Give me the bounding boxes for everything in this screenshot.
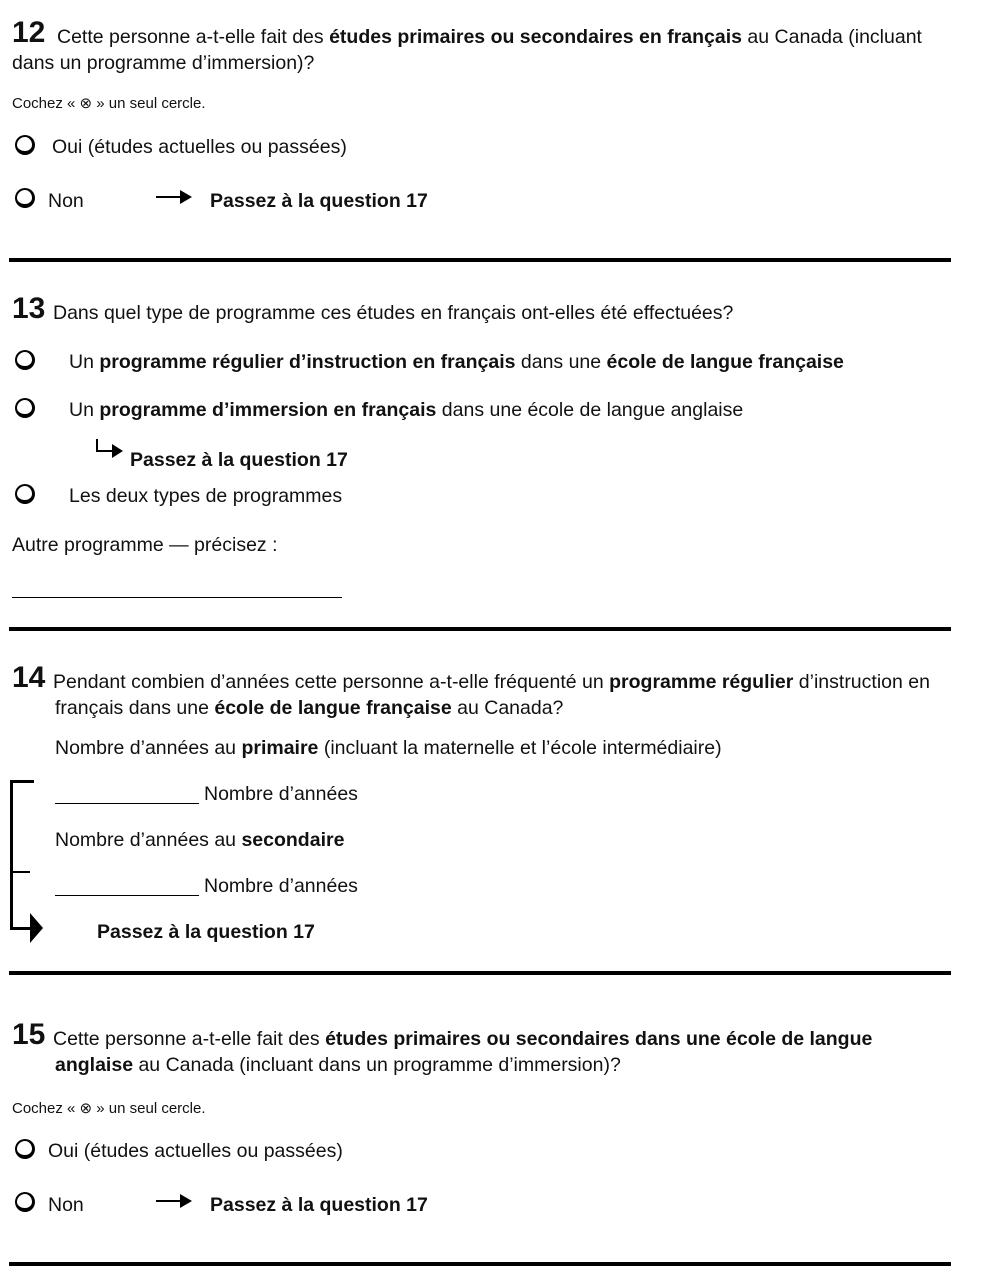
arrow-right-icon [156, 196, 190, 198]
skip-instruction: Passez à la question 17 [97, 921, 315, 943]
section-divider [9, 971, 951, 975]
radio-non[interactable] [15, 188, 35, 208]
section-divider [9, 258, 951, 262]
question-text: Cette personne a-t-elle fait des études primaires ou secondaires dans une école de langue [53, 1028, 873, 1050]
skip-instruction: Passez à la question 17 [210, 190, 428, 212]
section-divider [9, 627, 951, 631]
radio-oui[interactable] [15, 135, 35, 155]
radio-oui[interactable] [15, 1139, 35, 1159]
question-number: 14 [12, 661, 46, 694]
question-text: Dans quel type de programme ces études en français ont-elles été effectuées? [53, 302, 734, 324]
other-program-field[interactable] [12, 597, 342, 598]
radio-non[interactable] [15, 1192, 35, 1212]
secondary-years-label: Nombre d’années [204, 875, 358, 897]
radio-programme-immersion[interactable] [15, 398, 35, 418]
question-text: Cette personne a-t-elle fait des études primaires ou secondaires en français au Canada (incluant [57, 26, 922, 48]
section-divider [9, 1262, 951, 1266]
option-oui-label: Oui (études actuelles ou passées) [48, 1140, 343, 1162]
skip-instruction: Passez à la question 17 [130, 449, 348, 471]
question-text-line2: français dans une école de langue française au Canada? [55, 697, 564, 719]
primary-years-label: Nombre d’années [204, 783, 358, 805]
question-number: 12 [12, 16, 46, 49]
option-oui-label: Oui (études actuelles ou passées) [52, 136, 347, 158]
option-deux-types-label: Les deux types de programmes [69, 485, 343, 507]
question-text: Pendant combien d’années cette personne a-t-elle fréquenté un programme régulier d’instruction en [53, 671, 930, 693]
question-text-line2: anglaise au Canada (incluant dans un programme d’immersion)? [55, 1054, 621, 1076]
instruction: Cochez « ⊗ » un seul cercle. [12, 95, 206, 112]
primary-years-field[interactable] [55, 803, 199, 804]
option-programme-regulier-label: Un programme régulier d’instruction en français dans une école de langue française [69, 351, 844, 373]
radio-programme-regulier[interactable] [15, 350, 35, 370]
radio-deux-types[interactable] [15, 484, 35, 504]
primary-label: Nombre d’années au primaire (incluant la maternelle et l’école intermédiaire) [55, 737, 722, 759]
option-non-label: Non [48, 190, 84, 212]
question-text-line2: dans un programme d’immersion)? [12, 52, 315, 74]
arrow-right-icon [156, 1200, 190, 1202]
question-number: 13 [12, 292, 46, 325]
secondary-years-field[interactable] [55, 895, 199, 896]
instruction: Cochez « ⊗ » un seul cercle. [12, 1100, 206, 1117]
other-program-label: Autre programme — précisez : [12, 534, 278, 556]
option-non-label: Non [48, 1194, 84, 1216]
question-number: 15 [12, 1018, 46, 1051]
option-programme-immersion-label: Un programme d’immersion en français dans une école de langue anglaise [69, 399, 744, 421]
secondary-label: Nombre d’années au secondaire [55, 829, 345, 851]
skip-instruction: Passez à la question 17 [210, 1194, 428, 1216]
